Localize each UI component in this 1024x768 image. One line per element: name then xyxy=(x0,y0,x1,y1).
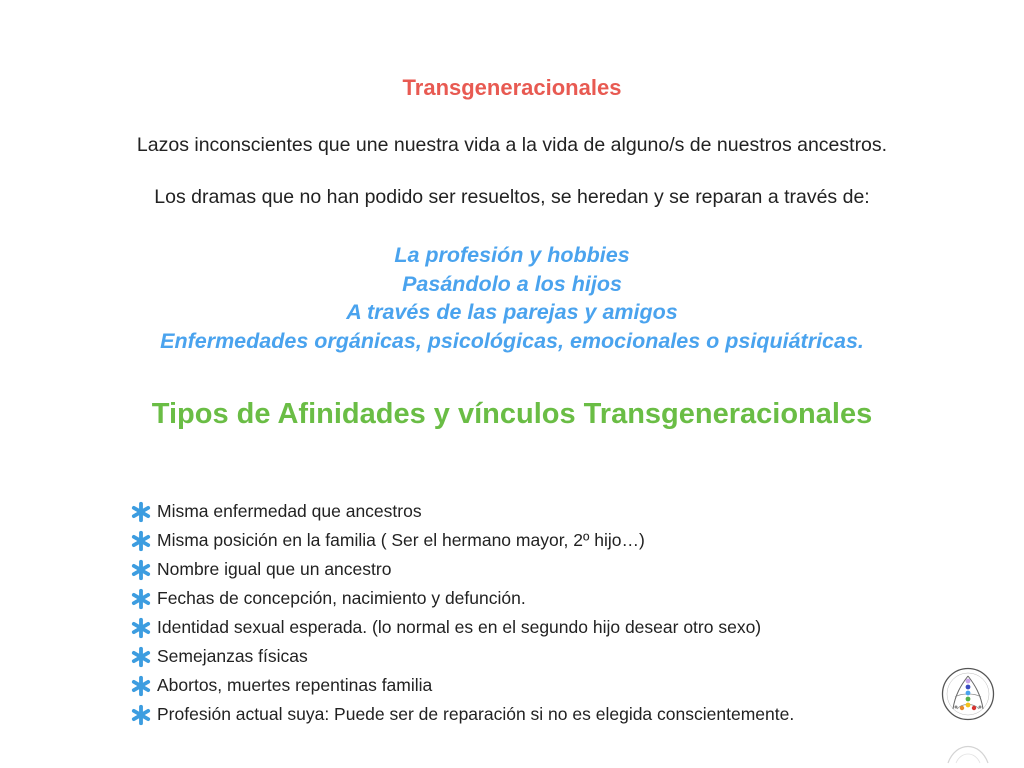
list-item-text: Identidad sexual esperada. (lo normal es en el segundo hijo desear otro sexo) xyxy=(157,617,762,637)
repair-means-item: Pasándolo a los hijos xyxy=(402,271,622,296)
asterisk-icon xyxy=(130,704,152,726)
list-item xyxy=(130,497,794,526)
list-item xyxy=(130,613,794,642)
list-item-text: Nombre igual que un ancestro xyxy=(157,559,392,579)
asterisk-icon xyxy=(130,559,152,581)
list-item-text: Fechas de concepción, nacimiento y defunción. xyxy=(157,588,526,608)
slide-title: Transgeneracionales xyxy=(402,75,622,100)
asterisk-icon xyxy=(130,501,152,523)
asterisk-icon xyxy=(130,530,152,552)
list-item-text: Semejanzas físicas xyxy=(157,646,308,666)
list-item-text: Misma posición en la familia ( Ser el hermano mayor, 2º hijo…) xyxy=(157,530,645,550)
list-item-text: Misma enfermedad que ancestros xyxy=(157,501,422,521)
repair-means-list xyxy=(0,241,1024,355)
repair-means-item: A través de las parejas y amigos xyxy=(346,300,678,324)
list-item xyxy=(130,584,794,613)
intro-paragraph-2: Los dramas que no han podido ser resueltos, se heredan y se reparan a través de: xyxy=(154,186,870,208)
asterisk-icon xyxy=(130,675,152,697)
repair-means-item: Enfermedades orgánicas, psicológicas, emocionales o psiquiátricas. xyxy=(160,328,864,353)
logo-reflection-icon xyxy=(946,735,990,765)
affinity-types-list xyxy=(130,497,794,729)
section-subtitle: Tipos de Afinidades y vínculos Transgeneracionales xyxy=(151,398,873,430)
asterisk-icon xyxy=(130,588,152,610)
repair-means-item: La profesión y hobbies xyxy=(394,243,630,267)
chakra-figure-icon xyxy=(941,667,995,721)
asterisk-icon xyxy=(130,617,152,639)
list-item xyxy=(130,555,794,584)
list-item-text: Abortos, muertes repentinas familia xyxy=(157,675,433,695)
list-item xyxy=(130,671,794,700)
list-item-text: Profesión actual suya: Puede ser de reparación si no es elegida conscientemente. xyxy=(157,704,795,724)
asterisk-icon xyxy=(130,646,152,668)
list-item xyxy=(130,526,794,555)
list-item xyxy=(130,700,794,729)
list-item xyxy=(130,642,794,671)
intro-paragraph-1: Lazos inconscientes que une nuestra vida a la vida de alguno/s de nuestros ancestros. xyxy=(136,134,888,156)
